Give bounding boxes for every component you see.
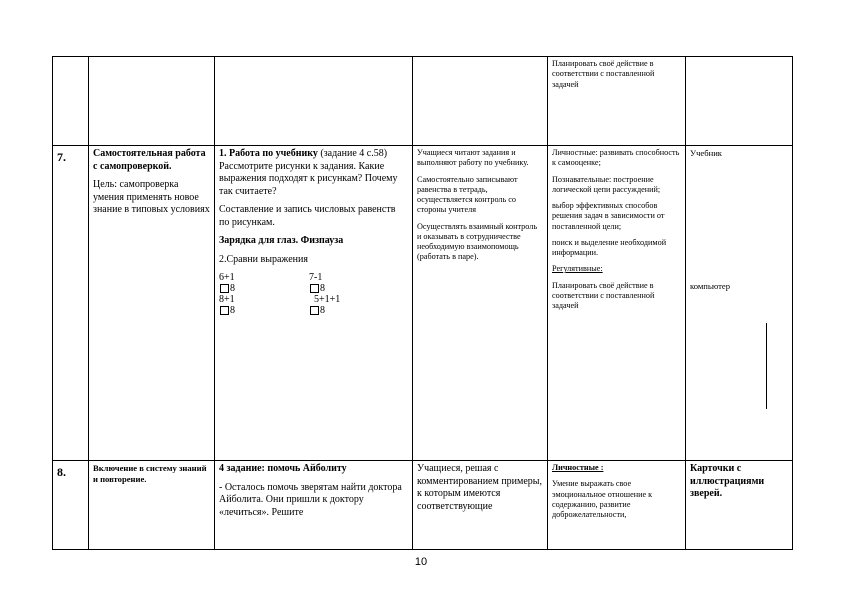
students-text: Осуществлять взаимный контроль и оказывать в сотрудничестве необходимую взаимопомощь (работать в паре). [417,221,538,262]
row-number: 7. [57,150,66,164]
cell-students [413,57,548,146]
expression-row [219,294,408,316]
task-compose: Составление и запись числовых равенств по рисункам. [219,204,396,228]
cell-task [215,57,413,146]
task-title: 4 задание: помочь Айболиту [219,463,347,474]
cell-num [53,146,89,461]
cell-students [413,461,548,550]
table-row [53,57,793,146]
task-work-title: 1. Работа по учебнику [219,148,318,159]
students-text: Учащиеся читают задания и выполняют работу по учебнику. [417,148,529,168]
expression: 7-18 [309,272,325,294]
cell-stage [89,57,215,146]
students-text: Самостоятельно записывают равенства в тетрадь, осуществляется контроль со стороны учителя [417,174,518,215]
task-work [219,148,408,198]
resource-textbook: Учебник [690,148,722,158]
page-number: 10 [414,556,428,568]
uud-text: Личностные: развивать способность к самооценке; [552,148,680,168]
cell-students [413,146,548,461]
resource-computer: компьютер [690,280,731,291]
uud-text: выбор эффективных способов решения задач в зависимости от поставленной цели; [552,201,665,231]
stage-goal: Цель: самопроверка умения применять новое знание в типовых условиях [93,179,210,215]
table-row [53,461,793,550]
lesson-table [52,56,793,550]
expression: 8+18 [219,294,235,316]
cell-resources [686,57,793,146]
task-text: - Осталось помочь зверятам найти доктора Айболита. Они пришли к доктору «лечиться». Решите [219,481,402,518]
uud-text: Познавательные: построение логической цепи рассуждений; [552,174,661,194]
expression: 5+1+18 [309,294,408,316]
uud-plan-text: Планировать своё действие в соответствии с поставленной задачей [552,59,655,89]
cell-uud [548,57,686,146]
cell-num [53,57,89,146]
stage-title: Самостоятельная работа с самопроверкой. [93,148,206,172]
task-compare: 2.Сравни выражения [219,253,308,265]
cell-resources [686,146,793,461]
uud-text: Планировать своё действие в соответствии с поставленной задачей [552,280,655,310]
uud-text: поиск и выделение необходимой информации. [552,237,667,257]
vertical-line [766,323,767,409]
resource-cards: Карточки с иллюстрациями зверей. [690,463,765,499]
uud-heading: Регулятивные: [552,264,603,274]
cell-task [215,146,413,461]
expression-row [219,272,408,294]
cell-task [215,461,413,550]
cell-uud [548,146,686,461]
expression: 6+18 [219,272,235,294]
uud-text: Умение выражать свое эмоциональное отношение к содержанию, развитие доброжелательности, [552,479,653,519]
uud-heading: Личностные : [552,463,604,472]
cell-resources [686,461,793,550]
row-number: 8. [57,465,66,479]
cell-stage [89,461,215,550]
stage-title: Включение в систему знаний и повторение. [93,463,207,484]
task-exercise: Зарядка для глаз. Физпауза [219,235,344,246]
cell-uud [548,461,686,550]
expressions [219,272,408,316]
task-work-rest: (задание 4 с.58) Рассмотрите рисунки к задания. Какие выражения подходят к рисункам? Почему так считаете? [219,148,398,197]
table-row [53,146,793,461]
cell-stage [89,146,215,461]
students-text: Учащиеся, решая с комментированием примеры, к которым имеются соответствующие [417,463,543,512]
cell-num [53,461,89,550]
